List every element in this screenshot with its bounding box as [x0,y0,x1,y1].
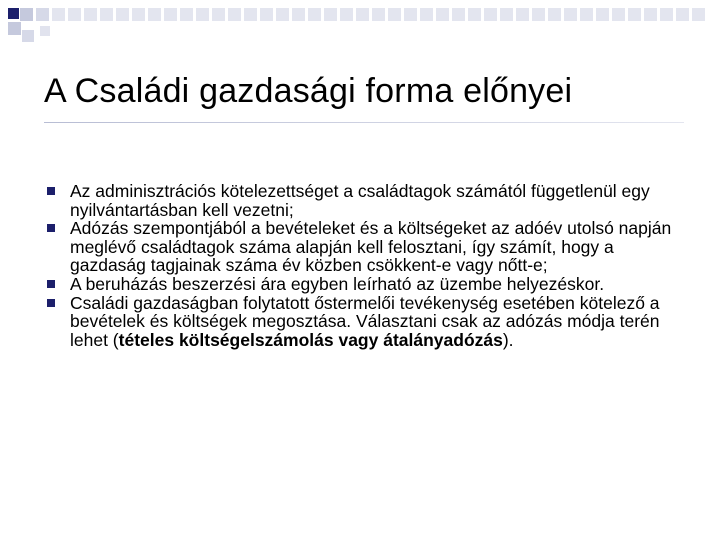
decorative-square-pattern [0,0,720,50]
deco-square-light [20,8,33,21]
deco-square-light [22,30,34,42]
bullet-item [44,275,694,294]
square-bullet-icon [47,187,55,195]
title-divider [44,122,684,123]
deco-square-strip [52,8,705,21]
deco-square-light [40,26,50,36]
bullet-text: Az adminisztrációs kötelezettséget a családtagok számától függetlenül egy nyilvántartásban kell vezetni; [70,181,650,220]
square-bullet-icon [47,280,55,288]
bullet-item [44,182,694,219]
square-bullet-icon [47,224,55,232]
deco-square-dark [8,8,19,19]
bullet-list [44,182,694,349]
slide-title: A Családi gazdasági forma előnyei [44,72,573,110]
bullet-item [44,219,694,275]
square-bullet-icon [47,299,55,307]
bullet-text-after: ). [502,329,514,350]
bullet-text-before: Családi gazdaságban folytatott őstermelői tevékenység esetében kötelező a bevételek és költségek megosztása. Választani csak az adózás módja terén lehet ( [70,292,660,350]
bullet-text: A beruházás beszerzési ára egyben leírható az üzembe helyezéskor. [70,273,605,294]
bullet-text-bold: tételes költségelszámolás vagy átalányadózás [118,329,503,350]
deco-square-light [36,8,49,21]
bullet-text: Adózás szempontjából a bevételeket és a költségeket az adóév utolsó napján meglévő családtagok száma alapján kell felosztani, így számít, hogy a gazdaság tagjainak száma év közben csökkent-e vagy nőtt-e; [70,218,672,276]
deco-square-light [8,22,21,35]
bullet-item [44,294,694,350]
